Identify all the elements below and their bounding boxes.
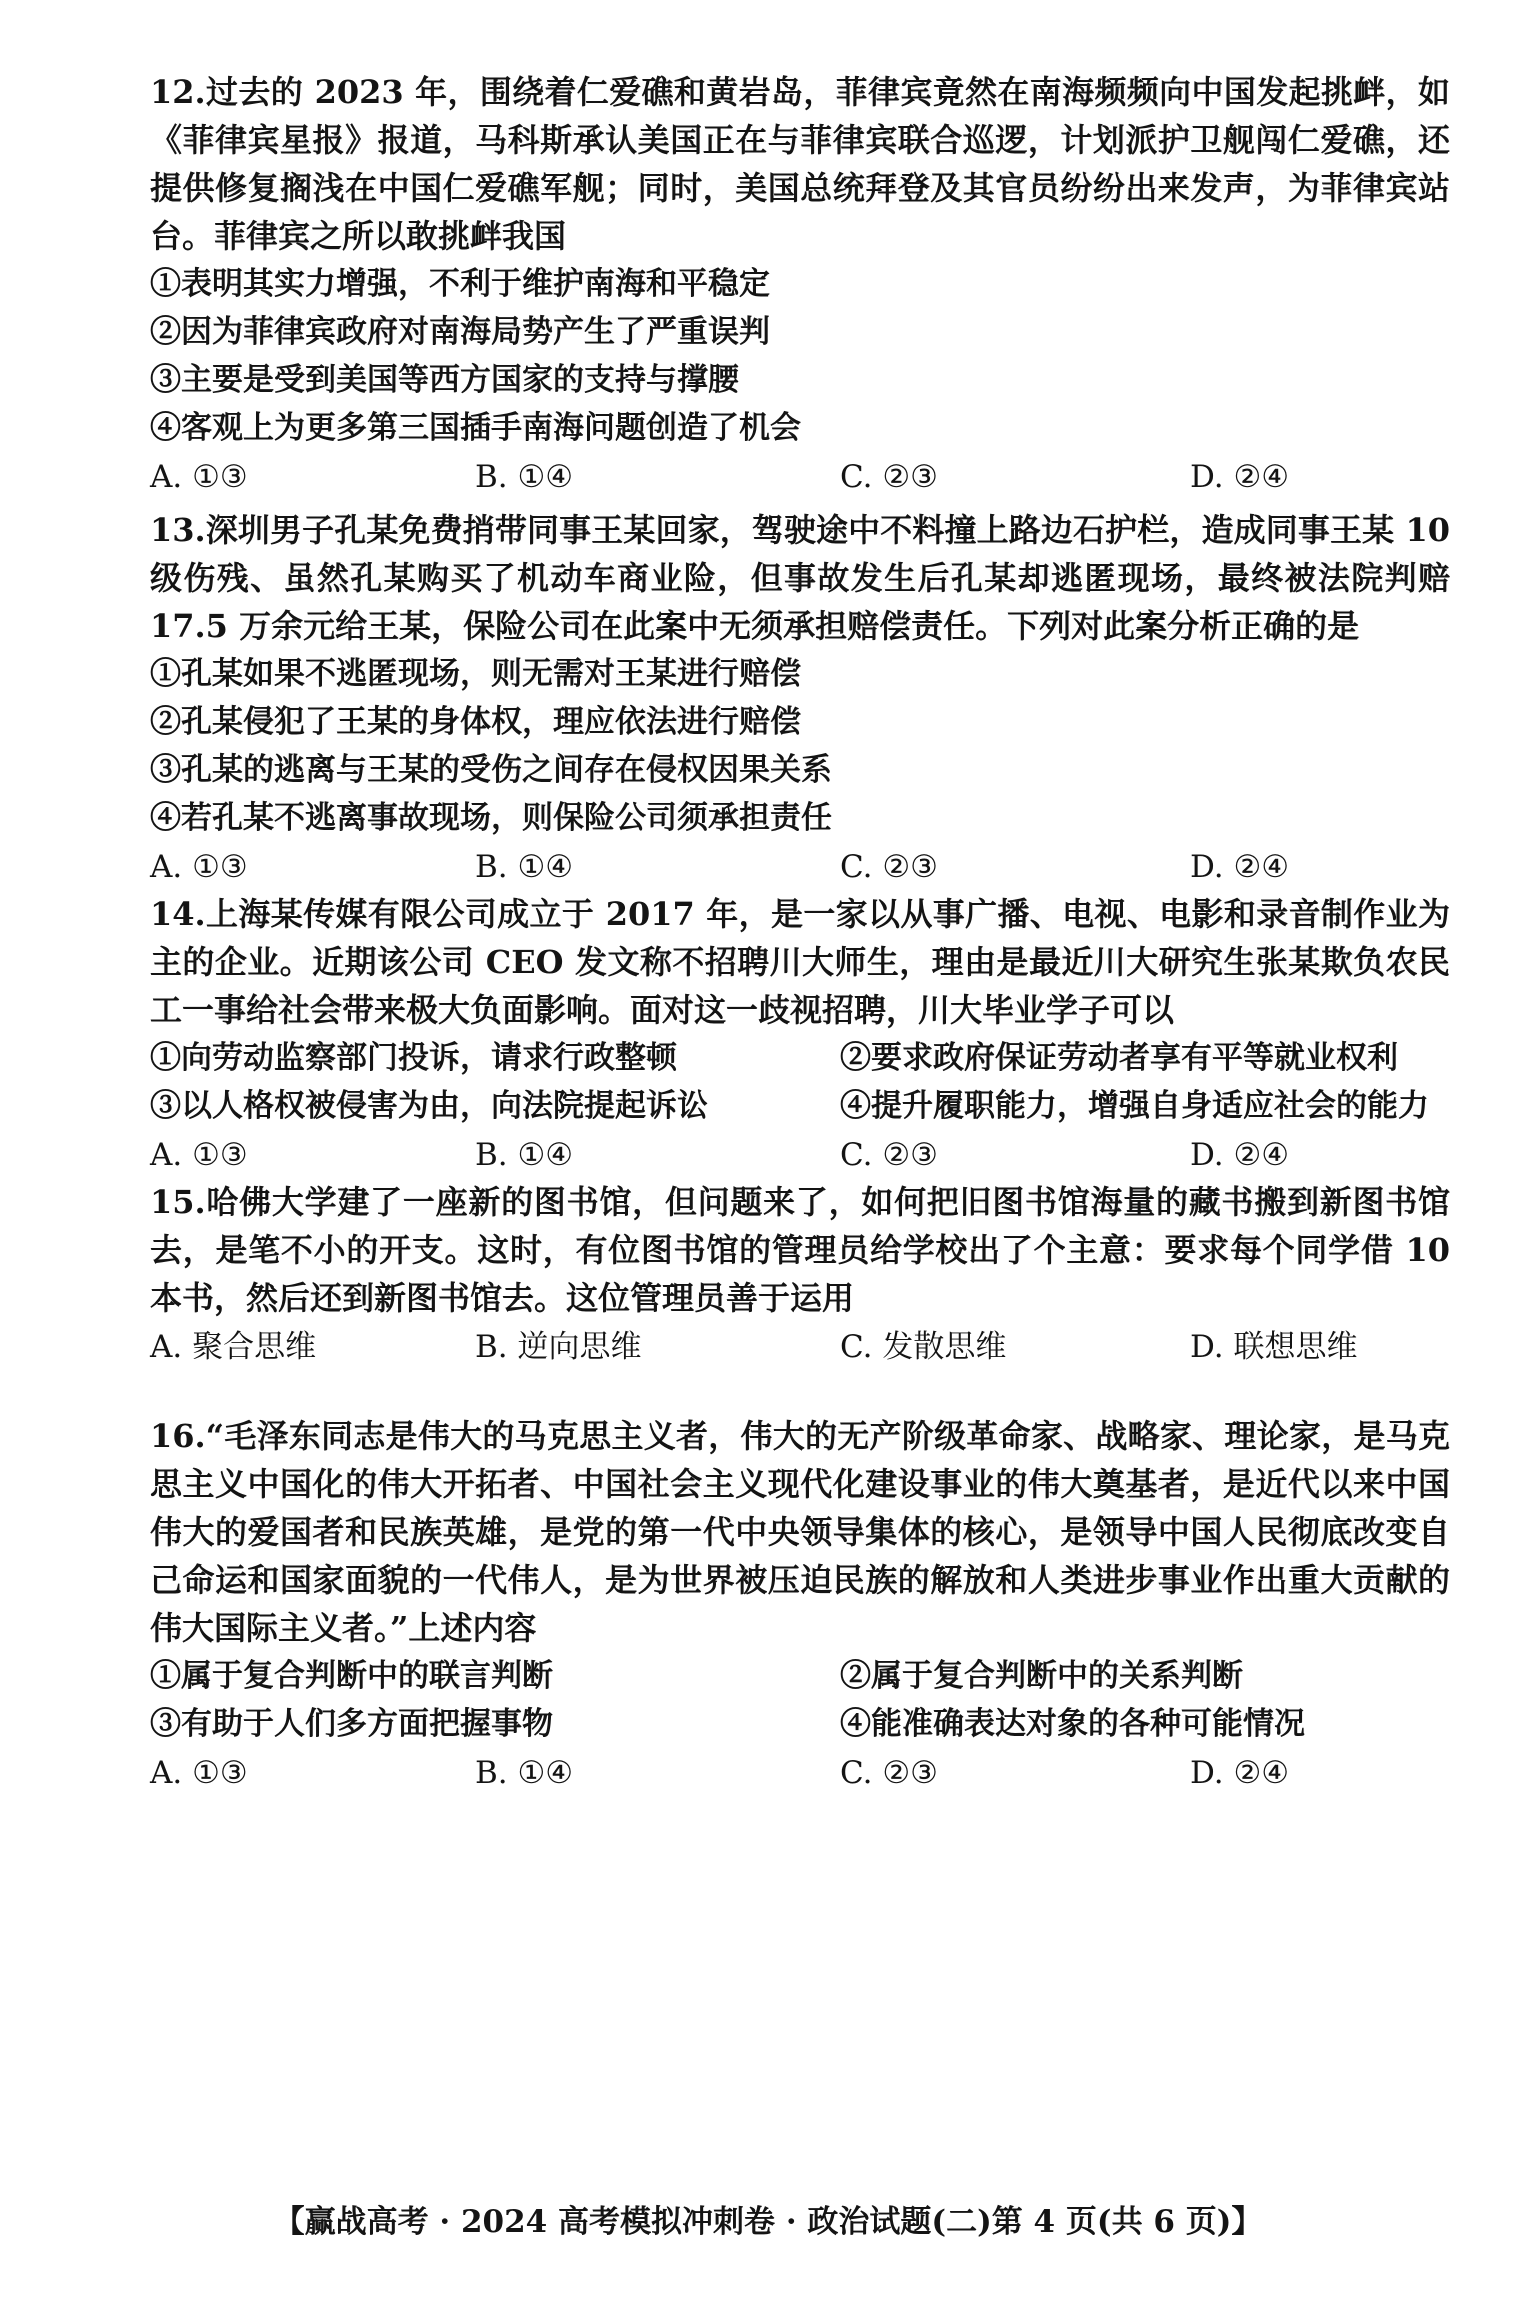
option-item: ②要求政府保证劳动者享有平等就业权利	[840, 1040, 1398, 1076]
answer-choice-c: C. ②③	[840, 1755, 938, 1791]
answer-choice-c: C. ②③	[840, 1137, 938, 1173]
answer-choice-b: B. ①④	[475, 1137, 574, 1173]
option-item: ④能准确表达对象的各种可能情况	[840, 1706, 1305, 1742]
question-stem	[150, 68, 1450, 260]
question-number: 14.	[150, 895, 206, 933]
option-item: ②属于复合判断中的关系判断	[840, 1658, 1243, 1694]
answer-choices	[150, 1322, 1450, 1372]
answer-choice-b: B. 逆向思维	[475, 1329, 642, 1365]
answer-choice-d: D. 联想思维	[1190, 1329, 1358, 1365]
question-stem	[150, 1412, 1450, 1652]
option-item: ④若孔某不逃离事故现场，则保险公司须承担责任	[150, 800, 832, 836]
answer-choice-a: A. ①③	[150, 1755, 248, 1791]
answer-choices	[150, 842, 1450, 892]
answer-choice-d: D. ②④	[1190, 849, 1290, 885]
question-number: 13.	[150, 511, 206, 549]
answer-choice-b: B. ①④	[475, 849, 574, 885]
answer-choice-b: B. ①④	[475, 1755, 574, 1791]
answer-choice-a: A. ①③	[150, 1137, 248, 1173]
answer-choices	[150, 1130, 1450, 1180]
option-item: ①属于复合判断中的联言判断	[150, 1658, 553, 1694]
question-text: 哈佛大学建了一座新的图书馆，但问题来了，如何把旧图书馆海量的藏书搬到新图书馆去，是笔不小的开支。这时，有位图书馆的管理员给学校出了个主意：要求每个同学借 10 本书，然后还到新图书馆去。这位管理员善于运用	[150, 1183, 1450, 1317]
option-item: ①表明其实力增强，不利于维护南海和平稳定	[150, 266, 770, 302]
question-16	[150, 1412, 1450, 1798]
answer-choice-b: B. ①④	[475, 459, 574, 495]
answer-choice-c: C. ②③	[840, 849, 938, 885]
option-list	[150, 650, 1450, 842]
question-text: “毛泽东同志是伟大的马克思主义者，伟大的无产阶级革命家、战略家、理论家，是马克思主义中国化的伟大开拓者、中国社会主义现代化建设事业的伟大奠基者，是近代以来中国伟大的爱国者和民族英雄，是党的第一代中央领导集体的核心，是领导中国人民彻底改变自己命运和国家面貌的一代伟人，是为世界被压迫民族的解放和人类进步事业作出重大贡献的伟大国际主义者。”上述内容	[150, 1417, 1450, 1647]
option-item: ③以人格权被侵害为由，向法院提起诉讼	[150, 1088, 708, 1124]
question-14	[150, 890, 1450, 1180]
question-12	[150, 68, 1450, 502]
question-15	[150, 1178, 1450, 1372]
answer-choice-c: C. ②③	[840, 459, 938, 495]
answer-choice-a: A. 聚合思维	[150, 1329, 317, 1365]
option-item: ③有助于人们多方面把握事物	[150, 1706, 553, 1742]
option-item: ①向劳动监察部门投诉，请求行政整顿	[150, 1040, 677, 1076]
question-number: 12.	[150, 73, 206, 111]
answer-choice-d: D. ②④	[1190, 1137, 1290, 1173]
question-number: 16.	[150, 1417, 206, 1455]
answer-choice-d: D. ②④	[1190, 459, 1290, 495]
answer-choices	[150, 452, 1450, 502]
answer-choice-a: A. ①③	[150, 459, 248, 495]
answer-choices	[150, 1748, 1450, 1798]
answer-choice-a: A. ①③	[150, 849, 248, 885]
question-text: 深圳男子孔某免费捎带同事王某回家，驾驶途中不料撞上路边石护栏，造成同事王某 10 级伤残、虽然孔某购买了机动车商业险，但事故发生后孔某却逃匿现场，最终被法院判赔 17.5 万余元给王某，保险公司在此案中无须承担赔偿责任。下列对此案分析正确的是	[150, 511, 1450, 645]
option-item: ③主要是受到美国等西方国家的支持与撑腰	[150, 362, 739, 398]
question-13	[150, 506, 1450, 892]
option-list	[150, 1034, 1450, 1130]
question-text: 过去的 2023 年，围绕着仁爱礁和黄岩岛，菲律宾竟然在南海频频向中国发起挑衅，如《菲律宾星报》报道，马科斯承认美国正在与菲律宾联合巡逻，计划派护卫舰闯仁爱礁，还提供修复搁浅在中国仁爱礁军舰；同时，美国总统拜登及其官员纷纷出来发声，为菲律宾站台。菲律宾之所以敢挑衅我国	[150, 73, 1450, 255]
question-stem	[150, 890, 1450, 1034]
option-item: ④提升履职能力，增强自身适应社会的能力	[840, 1088, 1429, 1124]
option-item: ②孔某侵犯了王某的身体权，理应依法进行赔偿	[150, 704, 801, 740]
question-number: 15.	[150, 1183, 206, 1221]
answer-choice-c: C. 发散思维	[840, 1329, 1007, 1365]
option-item: ②因为菲律宾政府对南海局势产生了严重误判	[150, 314, 770, 350]
option-list	[150, 1652, 1450, 1748]
question-stem	[150, 1178, 1450, 1322]
option-item: ③孔某的逃离与王某的受伤之间存在侵权因果关系	[150, 752, 832, 788]
option-item: ④客观上为更多第三国插手南海问题创造了机会	[150, 410, 801, 446]
option-item: ①孔某如果不逃匿现场，则无需对王某进行赔偿	[150, 656, 801, 692]
question-text: 上海某传媒有限公司成立于 2017 年，是一家以从事广播、电视、电影和录音制作业为主的企业。近期该公司 CEO 发文称不招聘川大师生，理由是最近川大研究生张某欺负农民工一事给社会带来极大负面影响。面对这一歧视招聘，川大毕业学子可以	[150, 895, 1450, 1029]
question-stem	[150, 506, 1450, 650]
option-list	[150, 260, 1450, 452]
page-footer: 【赢战高考 · 2024 高考模拟冲刺卷 · 政治试题(二)第 4 页(共 6 页)】	[273, 2204, 1263, 2240]
answer-choice-d: D. ②④	[1190, 1755, 1290, 1791]
